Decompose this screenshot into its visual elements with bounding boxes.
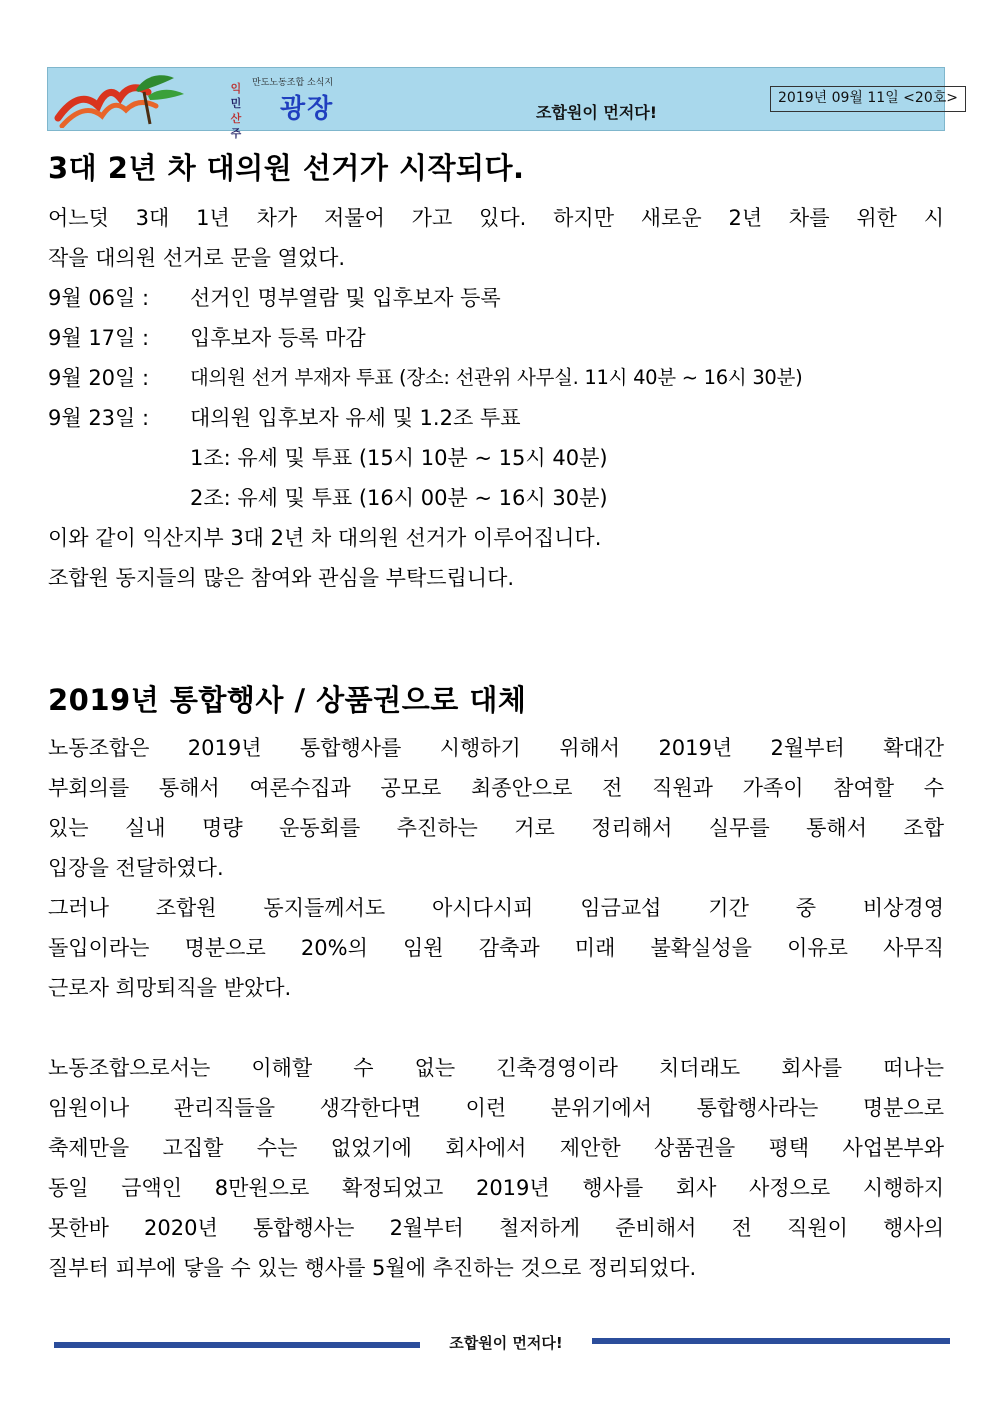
para2-line-3: 근로자 희망퇴직을 받았다. [48, 976, 292, 1000]
section1-heading: 3대 2년 차 대의원 선거가 시작되다. [48, 151, 525, 185]
schedule-date-4: 9월 23일 : [48, 406, 150, 430]
para3-line-2: 임원이나 관리직들을 생각한다면 이런 분위기에서 통합행사라는 명분으로 [48, 1096, 944, 1120]
para3-line-6: 질부터 피부에 닿을 수 있는 행사를 5월에 추진하는 것으로 정리되었다. [48, 1256, 697, 1280]
vertical-char-4: 주 [230, 127, 242, 140]
section2-heading: 2019년 통합행사 / 상품권으로 대체 [48, 683, 527, 717]
schedule-date-3: 9월 20일 : [48, 366, 150, 390]
sub-schedule-2: 2조: 유세 및 투표 (16시 00분 ~ 16시 30분) [190, 486, 608, 510]
section1-intro-cont [48, 238, 944, 278]
schedule-date-1: 9월 06일 : [48, 286, 150, 310]
sub-schedule-1: 1조: 유세 및 투표 (15시 10분 ~ 15시 40분) [190, 446, 608, 470]
para1-line-4: 입장을 전달하였다. [48, 856, 224, 880]
org-subtitle: 만도노동조합 소식지 [252, 78, 334, 88]
vertical-label [229, 81, 243, 141]
para3-line-5: 못한바 2020년 통합행사는 2월부터 철저하게 준비해서 전 직원이 행사의 [48, 1216, 944, 1240]
para3-line-3: 축제만을 고집할 수는 없었기에 회사에서 제안한 상품권을 평택 사업본부와 [48, 1136, 944, 1160]
section2-para3-end [48, 1248, 944, 1288]
para2-line-1: 그러나 조합원 동지들께서도 아시다시피 임금교섭 기간 중 비상경영 [48, 896, 944, 920]
footer-slogan: 조합원이 먼저다! [449, 1334, 563, 1352]
para3-line-4: 동일 금액인 8만원으로 확정되었고 2019년 행사를 회사 사정으로 시행하지 [48, 1176, 944, 1200]
vertical-char-1: 익 [230, 82, 242, 95]
intro-line-2: 작을 대의원 선거로 문을 열었다. [48, 246, 346, 270]
schedule-text-2: 입후보자 등록 마감 [190, 326, 366, 350]
section2-para2-end [48, 968, 944, 1008]
schedule-text-3: 대의원 선거 부재자 투표 (장소: 선관위 사무실. 11시 40분 ~ 16시 30분) [190, 366, 803, 389]
closing-line-2: 조합원 동지들의 많은 참여와 관심을 부탁드립니다. [48, 566, 515, 590]
para1-line-2: 부회의를 통해서 여론수집과 공모로 최종안으로 전 직원과 가족이 참여할 수 [48, 776, 944, 800]
schedule-text-1: 선거인 명부열람 및 입후보자 등록 [190, 286, 501, 310]
footer-bar-left [54, 1342, 420, 1348]
section1-intro [48, 198, 944, 238]
section2-para1 [48, 728, 944, 848]
para3-line-1: 노동조합으로서는 이해할 수 없는 긴축경영이라 치더래도 회사를 떠나는 [48, 1056, 944, 1080]
para1-line-3: 있는 실내 명량 운동회를 추진하는 거로 정리해서 실무를 통해서 조합 [48, 816, 944, 840]
section2-para3 [48, 1048, 944, 1248]
issue-date: 2019년 09월 11일 <20호> [770, 86, 966, 112]
schedule-text-4: 대의원 입후보자 유세 및 1.2조 투표 [190, 406, 521, 430]
section2-para2 [48, 888, 944, 968]
para2-line-2: 돌입이라는 명분으로 20%의 임원 감축과 미래 불확실성을 이유로 사무직 [48, 936, 944, 960]
vertical-char-2: 민 [230, 97, 242, 110]
section2-para1-end [48, 848, 944, 888]
schedule-date-2: 9월 17일 : [48, 326, 150, 350]
intro-line-1: 어느덧 3대 1년 차가 저물어 가고 있다. 하지만 새로운 2년 차를 위한 시 [48, 206, 944, 230]
union-logo-icon [52, 70, 192, 128]
masthead [47, 67, 958, 140]
para1-line-1: 노동조합은 2019년 통합행사를 시행하기 위해서 2019년 2월부터 확대간 [48, 736, 944, 760]
footer-bar-right [592, 1338, 950, 1344]
header-slogan: 조합원이 먼저다! [536, 103, 658, 122]
newsletter-title: 광장 [280, 94, 335, 124]
vertical-char-3: 산 [230, 112, 242, 125]
closing-line-1: 이와 같이 익산지부 3대 2년 차 대의원 선거가 이루어집니다. [48, 526, 602, 550]
